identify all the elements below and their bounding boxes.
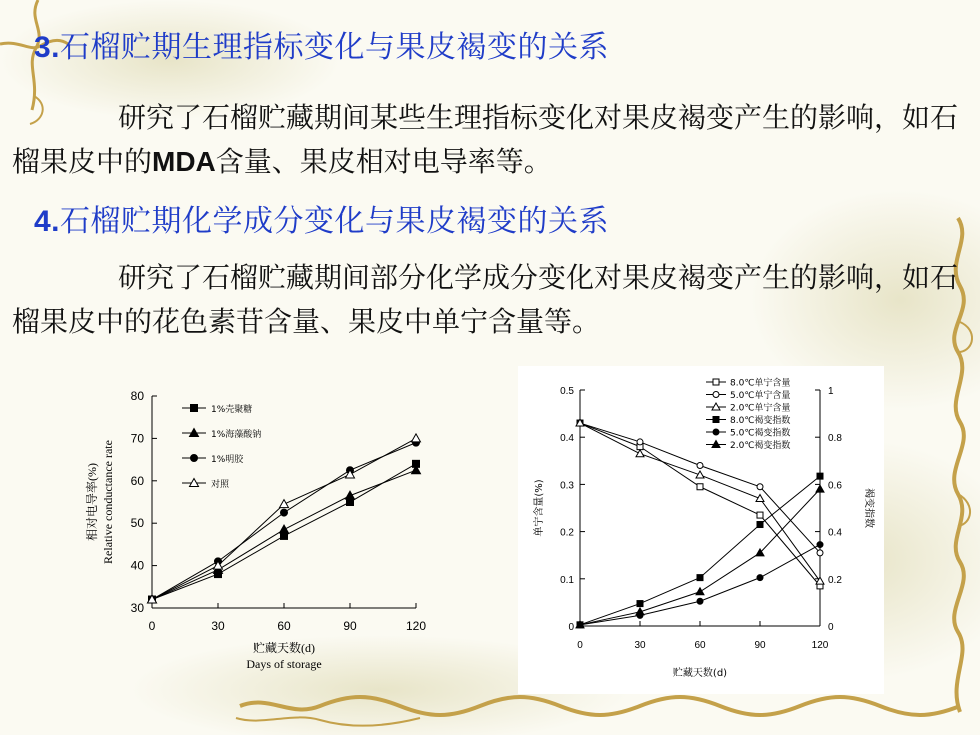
data-point <box>757 575 763 581</box>
data-point <box>817 550 823 556</box>
legend-label: 5.0℃单宁含量 <box>730 391 791 401</box>
legend-marker <box>191 455 198 462</box>
legend-marker <box>713 379 719 385</box>
section-3-paragraph <box>12 96 962 184</box>
legend-label: 对照 <box>211 480 230 490</box>
legend-label: 1%壳聚糖 <box>211 405 253 415</box>
y-tick-label: 70 <box>130 431 144 446</box>
data-point <box>637 439 643 445</box>
section-4-heading <box>34 196 609 240</box>
data-point <box>757 522 763 528</box>
y-tick-label: 0.5 <box>560 386 574 397</box>
para-4-text: 研究了石榴贮藏期间部分化学成分变化对果皮褐变产生的影响，如石榴果皮中的花色素苷含量、果皮中单宁含量等。 <box>12 261 959 338</box>
y-tick-label: 80 <box>130 389 144 403</box>
y-tick-label: 0 <box>568 622 574 633</box>
data-point <box>817 473 823 479</box>
y-right-tick-label: 0.4 <box>828 527 842 539</box>
x-tick-label: 120 <box>811 640 829 651</box>
series-line <box>152 443 416 600</box>
section-4-title: 石榴贮期化学成分变化与果皮褐变的关系 <box>60 204 610 239</box>
legend-marker <box>713 429 719 435</box>
section-3-heading <box>34 22 609 66</box>
y-axis-label-en: Relative conductance rate <box>101 440 115 564</box>
section-4-number: 4. <box>34 205 61 238</box>
legend-label: 2.0℃单宁含量 <box>730 403 791 414</box>
data-point <box>280 525 289 533</box>
x-tick-label: 90 <box>343 619 357 633</box>
legend-label: 1%海藻酸钠 <box>211 430 262 440</box>
legend-marker <box>713 392 719 398</box>
y-axis-label-right: 褐变指数 <box>863 488 874 528</box>
y-right-tick-label: 0.2 <box>828 574 842 586</box>
para-3-bold: MDA <box>152 146 216 177</box>
legend-label: 5.0℃褐变指数 <box>730 428 791 439</box>
x-axis-label: 贮藏天数(d) <box>253 641 315 655</box>
legend-marker <box>713 417 719 423</box>
legend-label: 2.0℃褐变指数 <box>730 441 791 451</box>
y-tick-label: 40 <box>130 558 144 573</box>
data-point <box>697 598 703 604</box>
data-point <box>817 542 823 548</box>
conductance-chart <box>74 376 454 686</box>
y-tick-label: 0.2 <box>560 527 574 539</box>
y-right-tick-label: 0 <box>828 622 834 633</box>
data-point <box>637 601 643 607</box>
x-tick-label: 30 <box>634 640 646 651</box>
y-tick-label: 30 <box>130 601 144 615</box>
legend-marker <box>191 405 198 412</box>
data-point <box>346 491 355 499</box>
y-tick-label: 50 <box>130 516 144 531</box>
legend-label: 8.0℃单宁含量 <box>730 378 791 389</box>
section-3-title: 石榴贮期生理指标变化与果皮褐变的关系 <box>60 30 610 65</box>
para-3-part2: 含量、果皮相对电导率等。 <box>215 145 552 178</box>
data-point <box>697 575 703 581</box>
para-3-part1: 研究了石榴贮藏期间某些生理指标变化对果皮褐变产生的影响，如石榴果皮中的 <box>12 101 959 178</box>
x-tick-label: 0 <box>148 619 156 633</box>
x-tick-label: 0 <box>577 640 583 651</box>
x-axis-label: 贮藏天数(d) <box>672 668 728 679</box>
data-point <box>697 463 703 469</box>
conductance-chart-svg <box>74 376 454 686</box>
data-point <box>412 434 421 442</box>
y-tick-label: 0.4 <box>560 433 574 445</box>
data-point <box>281 509 288 516</box>
y-axis-label: 相对电导率(%) <box>85 463 99 541</box>
y-tick-label: 60 <box>130 473 144 488</box>
y-right-tick-label: 1 <box>828 386 834 397</box>
tannin-browning-chart <box>518 366 884 694</box>
series-line <box>152 438 416 599</box>
x-axis-label-en: Days of storage <box>246 657 322 671</box>
y-tick-label: 0.1 <box>560 574 574 586</box>
data-point <box>280 500 289 508</box>
y-right-tick-label: 0.8 <box>828 433 842 445</box>
y-axis-label: 单宁含量(%) <box>534 479 545 537</box>
tannin-browning-chart-svg <box>518 366 884 694</box>
data-point <box>697 484 703 490</box>
y-tick-label: 0.3 <box>560 480 574 492</box>
section-3-number: 3. <box>34 31 61 64</box>
legend-label: 8.0℃褐变指数 <box>730 416 791 426</box>
y-right-tick-label: 0.6 <box>828 480 842 492</box>
x-tick-label: 120 <box>405 619 427 633</box>
data-point <box>757 484 763 490</box>
x-tick-label: 60 <box>277 619 291 633</box>
legend-label: 1%明胶 <box>211 455 244 465</box>
x-tick-label: 60 <box>694 640 706 651</box>
x-tick-label: 90 <box>754 640 766 651</box>
x-tick-label: 30 <box>211 619 225 633</box>
section-4-paragraph <box>12 256 962 344</box>
data-point <box>757 512 763 518</box>
